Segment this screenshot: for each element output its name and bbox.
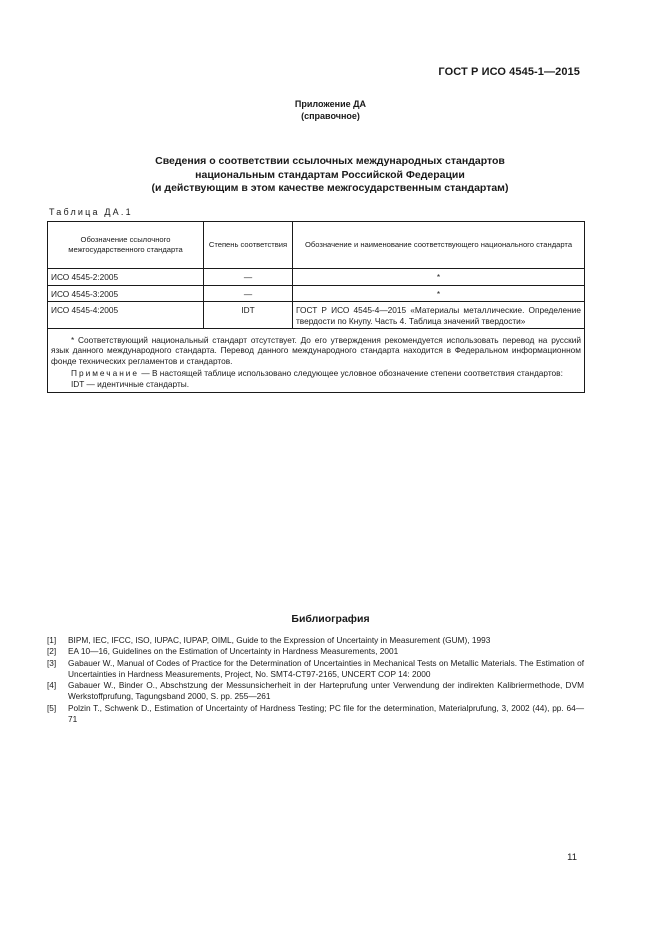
section-title-line-1: Сведения о соответствии ссылочных международных стандартов xyxy=(155,155,505,167)
cell-ref-standard: ИСО 4545-2:2005 xyxy=(48,269,204,286)
table-row xyxy=(48,285,585,302)
cell-degree: IDT xyxy=(204,302,293,329)
header-degree: Степень соответствия xyxy=(204,222,293,269)
bibliography-item-text: Gabauer W., Manual of Codes of Practice for the Determination of Uncertainties in Mechanical Tests on Metallic Materials. The Estimation of Uncertainties in Hardness Measurements, Project, No. SMT4-CT97-2165, UNCERT COP 14: 2000 xyxy=(68,657,584,679)
table-row xyxy=(48,269,585,286)
cell-ref-standard: ИСО 4545-3:2005 xyxy=(48,285,204,302)
bibliography-item-text: Polzin T., Schwenk D., Estimation of Uncertainty of Hardness Testing; PC file for the determination, Materialprufung, 3, 2002 (44), pp. 64—71 xyxy=(68,702,584,725)
annex-heading xyxy=(0,98,661,122)
table-label: Таблица ДА.1 xyxy=(49,207,133,217)
annex-title: Приложение ДА xyxy=(294,99,367,109)
note-legend: IDT — идентичные стандарты. xyxy=(71,378,190,389)
bibliography-item-text: EA 10—16, Guidelines on the Estimation of Uncertainty in Hardness Measurements, 2001 xyxy=(68,646,399,657)
annex-subtitle: (справочное) xyxy=(301,111,360,121)
bibliography-item-number: [2] xyxy=(47,646,57,657)
table-header-row xyxy=(48,222,585,269)
cell-degree: — xyxy=(204,285,293,302)
bibliography-item-number: [4] xyxy=(47,680,57,691)
bibliography-item xyxy=(47,703,584,726)
bibliography-item xyxy=(47,646,584,657)
table-note xyxy=(51,368,581,378)
bibliography-item-text: Gabauer W., Binder O., Abschstzung der Messunsicherheit in der Harteprufung unter Verwendung der indirekten Kalibriermethode, DVM Werkstoffprufung, Tagungsband 2000, S. pp. 255—261 xyxy=(68,680,584,702)
section-title-line-3: (и действующим в этом качестве межгосударственным стандартам) xyxy=(151,182,509,194)
table-footnote: * Соответствующий национальный стандарт отсутствует. До его утверждения рекомендуется использовать перевод на русский язык данного международного стандарта. Перевод данного международного стандарта находится в Федеральном информационном фонде технических регламентов и стандартов. xyxy=(51,335,581,366)
bibliography-item-text: BIPM, IEC, IFCC, ISO, IUPAC, IUPAP, OIML, Guide to the Expression of Uncertainty in Measurement (GUM), 1993 xyxy=(68,635,491,645)
table-footnote-cell xyxy=(48,329,585,393)
cell-national-standard: ГОСТ Р ИСО 4545-4—2015 «Материалы металлические. Определение твердости по Кнупу. Часть 4. Таблица значений твердости» xyxy=(293,302,585,329)
page-number: 11 xyxy=(567,852,577,863)
section-title xyxy=(60,155,600,196)
header-national-standard: Обозначение и наименование соответствующего национального стандарта xyxy=(293,222,585,269)
table-footnote-row xyxy=(48,329,585,393)
section-title-line-2: национальным стандартам Российской Федерации xyxy=(195,168,465,181)
correspondence-table xyxy=(47,221,585,393)
cell-national-standard: * xyxy=(293,285,585,302)
bibliography-item-number: [5] xyxy=(47,702,57,713)
note-text: — В настоящей таблице использовано следующее условное обозначение степени соответствия стандартов: xyxy=(139,368,563,379)
note-label: Примечание xyxy=(71,368,140,379)
bibliography-item xyxy=(47,680,584,703)
bibliography-list xyxy=(47,635,584,725)
document-code-header: ГОСТ Р ИСО 4545-1—2015 xyxy=(438,66,580,78)
header-ref-standard: Обозначение ссылочного межгосударственного стандарта xyxy=(48,222,204,269)
bibliography-item-number: [3] xyxy=(47,657,57,668)
bibliography-title: Библиография xyxy=(291,613,370,625)
bibliography-item xyxy=(47,658,584,681)
cell-national-standard: * xyxy=(293,269,585,286)
cell-ref-standard: ИСО 4545-4:2005 xyxy=(48,302,204,329)
bibliography-item-number: [1] xyxy=(47,635,57,645)
cell-degree: — xyxy=(204,269,293,286)
table-row xyxy=(48,302,585,329)
bibliography-item xyxy=(47,635,584,646)
